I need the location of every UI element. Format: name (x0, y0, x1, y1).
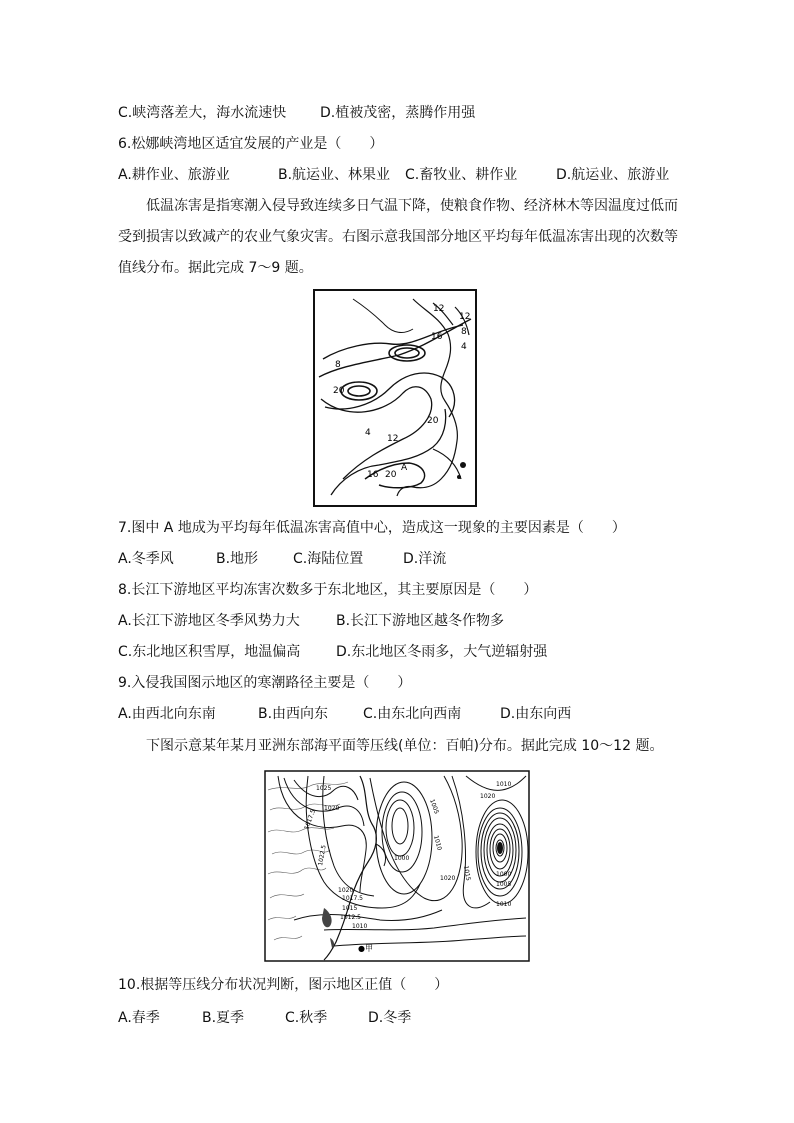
isobar-label-1015: 1015 (342, 905, 358, 912)
q6-option-b: B.航运业、林果业 (278, 167, 391, 183)
q9-stem: 9.入侵我国图示地区的寒潮路径主要是（ ） (118, 675, 412, 691)
q10-option-d: D.冬季 (368, 1010, 412, 1026)
q6-option-a: A.耕作业、旅游业 (118, 167, 230, 183)
q5-option-d: D.植被茂密，蒸腾作用强 (320, 105, 476, 121)
q7-stem: 7.图中 A 地成为平均每年低温冻害高值中心，造成这一现象的主要因素是（ ） (118, 520, 626, 536)
q10-option-a: A.春季 (118, 1010, 160, 1026)
q9-option-b: B.由西向东 (258, 706, 329, 722)
isobar-label-1000-low2: 1000 (496, 871, 512, 878)
q6-stem: 6.松娜峡湾地区适宜发展的产业是（ ） (118, 136, 384, 152)
isobar-label-1000-low1: 1000 (394, 855, 410, 862)
isobar-label-1005-low2: 1005 (496, 881, 512, 888)
q6-options (118, 165, 678, 185)
q9-option-a: A.由西北向东南 (118, 706, 216, 722)
q7-options (118, 549, 518, 569)
isobar-label-1020-north: 1020 (324, 805, 340, 812)
isobar-label-1015-ridge: 1015 (462, 865, 472, 882)
isobar-label-1020-center: 1020 (440, 875, 456, 882)
isoline-label-8-west: 8 (335, 360, 341, 370)
q10-options (118, 1008, 438, 1028)
isoline-label-20-west: 20 (333, 386, 345, 396)
isoline-label-4-south: 4 (365, 428, 371, 438)
passage1-line2: 受到损害以致减产的农业气象灾害。右图示意我国部分地区平均每年低温冻害出现的次数等 (118, 229, 678, 245)
isobar-label-1012-5: 1012.5 (340, 914, 361, 921)
isobar-label-1005-low1: 1005 (428, 798, 440, 816)
isobar-map (264, 770, 530, 962)
q7-option-b: B.地形 (216, 551, 259, 567)
q10-option-c: C.秋季 (285, 1010, 328, 1026)
frost-isoline-map (313, 289, 477, 507)
isoline-label-12-south: 12 (387, 434, 399, 444)
q7-option-c: C.海陆位置 (293, 551, 364, 567)
isoline-label-20-east: 20 (427, 416, 439, 426)
point-a-label: A (401, 463, 408, 473)
isoline-label-16-south: 16 (367, 470, 379, 480)
isoline-label-20-south: 20 (385, 470, 397, 480)
q7-option-d: D.洋流 (403, 551, 447, 567)
isoline-label-12-east: 12 (459, 312, 471, 322)
isobar-label-1022-5: 1022.5 (317, 844, 328, 867)
q8-option-d: D.东北地区冬雨多，大气逆辐射强 (336, 644, 548, 660)
q6-option-d: D.航运业、旅游业 (556, 167, 670, 183)
q10-stem: 10.根据等压线分布状况判断，图示地区正值（ ） (118, 977, 449, 993)
q8-stem: 8.长江下游地区平均冻害次数多于东北地区，其主要原因是（ ） (118, 582, 538, 598)
q9-options (118, 704, 598, 724)
q8-option-b: B.长江下游地区越冬作物多 (336, 613, 505, 629)
q8-options-ab (118, 611, 578, 631)
isoline-label-4-east: 4 (461, 342, 467, 352)
passage1-line1: 低温冻害是指寒潮入侵导致连续多日气温下降，使粮食作物、经济林木等因温度过低而 (146, 198, 678, 214)
isobar-label-1010-low2: 1010 (496, 901, 512, 908)
isobar-label-1020-east: 1020 (480, 793, 496, 800)
passage1-line3: 值线分布。据此完成 7～9 题。 (118, 260, 313, 276)
isobar-label-1017-5-south: 1017.5 (342, 895, 363, 902)
q8-options-cd (118, 642, 578, 662)
isobar-label-1020-mid: 1020 (338, 887, 354, 894)
isobar-label-1025: 1025 (316, 785, 332, 792)
passage2-line1: 下图示意某年某月亚洲东部海平面等压线(单位：百帕)分布。据此完成 10～12 题。 (146, 738, 664, 754)
q5-option-c: C.峡湾落差大，海水流速快 (118, 105, 287, 121)
isobar-label-1017-5-west: 1017.5 (303, 808, 318, 831)
q9-option-d: D.由东向西 (500, 706, 572, 722)
q10-option-b: B.夏季 (202, 1010, 245, 1026)
isobar-label-1010-low1: 1010 (432, 834, 443, 852)
q6-option-c: C.畜牧业、耕作业 (405, 167, 518, 183)
q7-option-a: A.冬季风 (118, 551, 174, 567)
q8-option-a: A.长江下游地区冬季风势力大 (118, 613, 300, 629)
q5-options-cd (118, 103, 678, 123)
isoline-label-12-north: 12 (433, 304, 445, 314)
q8-option-c: C.东北地区积雪厚，地温偏高 (118, 644, 301, 660)
q9-option-c: C.由东北向西南 (363, 706, 462, 722)
point-jia-label: ●甲 (358, 944, 373, 953)
isobar-label-1010-south: 1010 (352, 923, 368, 930)
isobar-label-1010-north: 1010 (496, 781, 512, 788)
isoline-label-8-east: 8 (461, 327, 467, 337)
isoline-label-16-north: 16 (431, 332, 443, 342)
